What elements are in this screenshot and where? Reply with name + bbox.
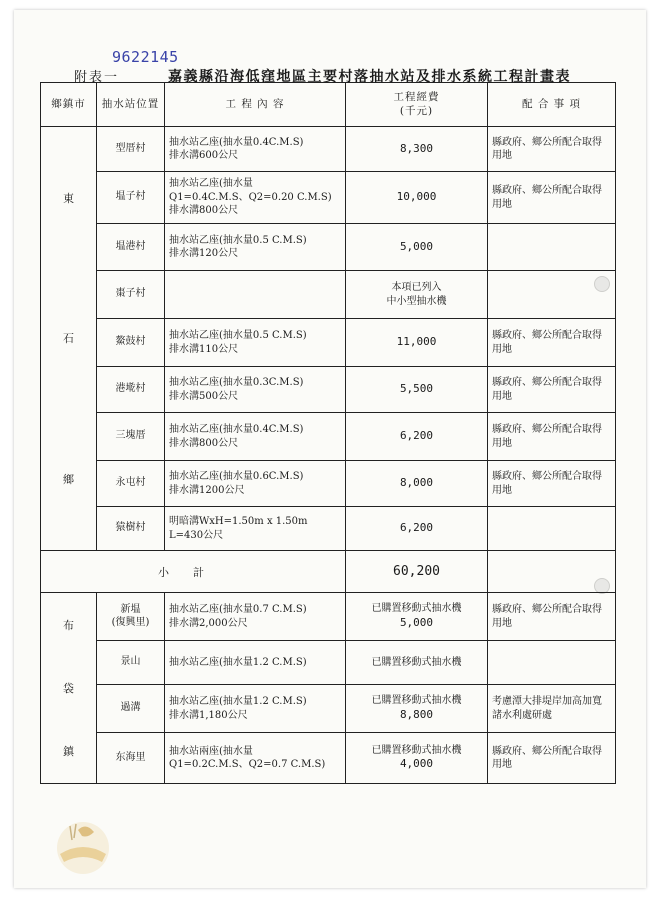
town-char: 鎮 bbox=[63, 744, 74, 758]
town-char: 石 bbox=[63, 332, 74, 346]
work-cell: 抽水站乙座(抽水量0.7 C.M.S) 排水溝2,000公尺 bbox=[165, 593, 346, 641]
note-cell: 縣政府、鄉公所配合取得用地 bbox=[488, 127, 616, 172]
town-char: 東 bbox=[63, 192, 74, 206]
note-cell bbox=[488, 641, 616, 685]
work-cell: 明暗溝WxH=1.50m x 1.50m L=430公尺 bbox=[165, 507, 346, 551]
site-cell: 型厝村 bbox=[97, 127, 165, 172]
work-cell: 抽水站乙座(抽水量0.4C.M.S) 排水溝800公尺 bbox=[165, 413, 346, 461]
town-char: 布 bbox=[63, 619, 74, 633]
col-header-cost bbox=[346, 83, 488, 127]
work-cell: 抽水站乙座(抽水量0.4C.M.S) 排水溝600公尺 bbox=[165, 127, 346, 172]
note-cell: 縣政府、鄉公所配合取得用地 bbox=[488, 733, 616, 784]
table-row bbox=[41, 641, 616, 685]
note-cell bbox=[488, 507, 616, 551]
cost-note: 本項已列入 中小型抽水機 bbox=[386, 282, 447, 307]
site-cell: 三塊厝 bbox=[97, 413, 165, 461]
table-row bbox=[41, 319, 616, 367]
appendix-label: 附表一 bbox=[74, 70, 120, 85]
cost-cell bbox=[346, 271, 488, 319]
site-cell: 东海里 bbox=[97, 733, 165, 784]
subtotal-note-cell bbox=[488, 551, 616, 593]
table-row bbox=[41, 593, 616, 641]
note-cell: 縣政府、鄉公所配合取得用地 bbox=[488, 319, 616, 367]
cost-value: 8,800 bbox=[399, 707, 434, 721]
note-cell: 縣政府、鄉公所配合取得用地 bbox=[488, 461, 616, 507]
town-char: 袋 bbox=[63, 681, 74, 695]
col-header-work: 工 程 內 容 bbox=[165, 83, 346, 127]
site-cell: 塭子村 bbox=[97, 172, 165, 224]
plan-table bbox=[40, 82, 616, 784]
document-number: 9622145 bbox=[112, 48, 179, 66]
cost-cell: 5,500 bbox=[346, 367, 488, 413]
work-cell: 抽水站乙座(抽水量1.2 C.M.S) 排水溝1,180公尺 bbox=[165, 685, 346, 733]
table-row bbox=[41, 127, 616, 172]
table-row bbox=[41, 685, 616, 733]
site-cell: 港墘村 bbox=[97, 367, 165, 413]
table-row bbox=[41, 507, 616, 551]
table-row bbox=[41, 733, 616, 784]
work-cell: 抽水站兩座(抽水量 Q1=0.2C.M.S、Q2=0.7 C.M.S) bbox=[165, 733, 346, 784]
document-title: 嘉義縣沿海低窪地區主要村落抽水站及排水系統工程計畫表 bbox=[168, 69, 571, 85]
cost-note: 已購置移動式抽水機 bbox=[371, 744, 462, 756]
work-cell: 抽水站乙座(抽水量0.6C.M.S) 排水溝1200公尺 bbox=[165, 461, 346, 507]
cost-cell: 8,300 bbox=[346, 127, 488, 172]
site-cell: 景山 bbox=[97, 641, 165, 685]
site-cell: 猿樹村 bbox=[97, 507, 165, 551]
work-cell bbox=[165, 271, 346, 319]
site-cell: 鰲鼓村 bbox=[97, 319, 165, 367]
table-row bbox=[41, 224, 616, 271]
work-cell: 抽水站乙座(抽水量1.2 C.M.S) bbox=[165, 641, 346, 685]
site-cell: 新塭 (復興里) bbox=[97, 593, 165, 641]
note-cell bbox=[488, 271, 616, 319]
col-header-cost-line2: (千元) bbox=[399, 104, 434, 117]
cost-cell: 10,000 bbox=[346, 172, 488, 224]
note-cell: 考慮潭大排堤岸加高加寬諸水利處研處 bbox=[488, 685, 616, 733]
cost-value: 5,000 bbox=[399, 615, 434, 629]
note-cell: 縣政府、鄉公所配合取得用地 bbox=[488, 172, 616, 224]
cost-cell: 8,000 bbox=[346, 461, 488, 507]
work-cell: 抽水站乙座(抽水量0.3C.M.S) 排水溝500公尺 bbox=[165, 367, 346, 413]
cost-cell: 11,000 bbox=[346, 319, 488, 367]
cost-note: 已購置移動式抽水機 bbox=[371, 603, 462, 615]
table-row bbox=[41, 172, 616, 224]
work-cell: 抽水站乙座(抽水量0.5 C.M.S) 排水溝120公尺 bbox=[165, 224, 346, 271]
town-char: 鄉 bbox=[63, 472, 74, 486]
col-header-note: 配 合 事 項 bbox=[488, 83, 616, 127]
table-row bbox=[41, 367, 616, 413]
site-cell: 永屯村 bbox=[97, 461, 165, 507]
cost-cell: 6,200 bbox=[346, 413, 488, 461]
cost-cell bbox=[346, 593, 488, 641]
cost-note: 已購置移動式抽水機 bbox=[371, 695, 462, 707]
col-header-town: 鄉鎮市 bbox=[41, 83, 97, 127]
town-cell-budai bbox=[41, 593, 97, 784]
cost-cell bbox=[346, 733, 488, 784]
table-row bbox=[41, 271, 616, 319]
note-cell: 縣政府、鄉公所配合取得用地 bbox=[488, 593, 616, 641]
subtotal-row bbox=[41, 551, 616, 593]
cost-cell: 5,000 bbox=[346, 224, 488, 271]
table-row bbox=[41, 461, 616, 507]
work-cell: 抽水站乙座(抽水量 Q1=0.4C.M.S、Q2=0.20 C.M.S) 排水溝800公尺 bbox=[165, 172, 346, 224]
site-cell: 塭港村 bbox=[97, 224, 165, 271]
table-header-row bbox=[41, 83, 616, 127]
cost-cell: 6,200 bbox=[346, 507, 488, 551]
note-cell: 縣政府、鄉公所配合取得用地 bbox=[488, 367, 616, 413]
cost-note: 已購置移動式抽水機 bbox=[371, 656, 462, 668]
cost-cell bbox=[346, 685, 488, 733]
town-cell-dongshi bbox=[41, 127, 97, 551]
archive-logo-icon bbox=[48, 810, 118, 880]
subtotal-value: 60,200 bbox=[346, 551, 488, 593]
cost-cell bbox=[346, 641, 488, 685]
site-cell: 過溝 bbox=[97, 685, 165, 733]
site-cell: 棗子村 bbox=[97, 271, 165, 319]
col-header-site: 抽水站位置 bbox=[97, 83, 165, 127]
work-cell: 抽水站乙座(抽水量0.5 C.M.S) 排水溝110公尺 bbox=[165, 319, 346, 367]
table-row bbox=[41, 413, 616, 461]
col-header-cost-line1: 工程經費 bbox=[393, 90, 440, 103]
note-cell bbox=[488, 224, 616, 271]
subtotal-label: 小計 bbox=[41, 551, 346, 593]
cost-value: 4,000 bbox=[399, 757, 434, 771]
note-cell: 縣政府、鄉公所配合取得用地 bbox=[488, 413, 616, 461]
